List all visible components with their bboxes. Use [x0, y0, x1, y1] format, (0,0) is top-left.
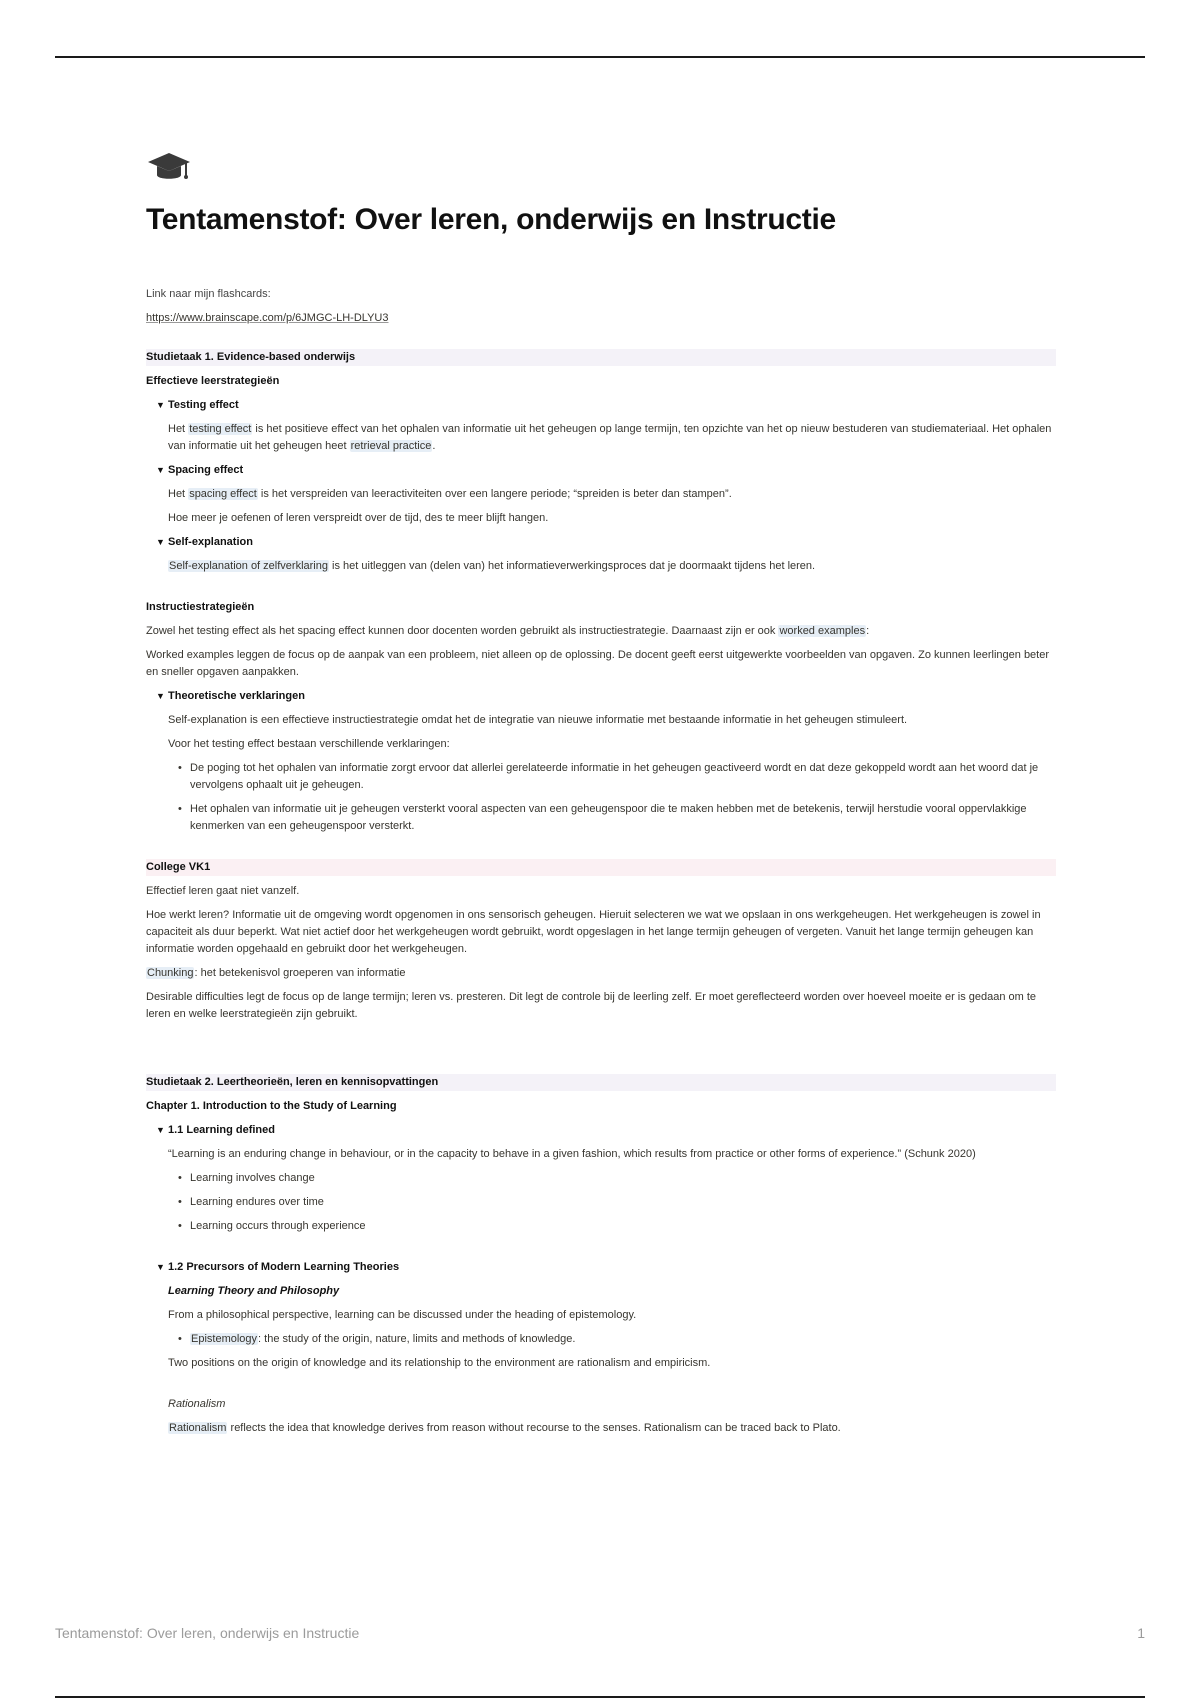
toggle-precursors[interactable] [156, 1259, 1056, 1276]
highlight-rationalism: Rationalism [169, 1422, 227, 1434]
paragraph-desirable-difficulties: Desirable difficulties legt de focus op de lange termijn; leren vs. presteren. Dit legt de controle bij de leerling zelf. Er moet gereflecteerd worden over hoeveel moeite er is gedaan om te leren en welke leerstrategieën zijn gebruikt. [146, 991, 1037, 1020]
list-item: • Epistemology: the study of the origin, nature, limits and methods of knowledge. [190, 1331, 1056, 1348]
paragraph-two-positions: Two positions on the origin of knowledge and its relationship to the environment are rationalism and empiricism. [168, 1357, 711, 1369]
graduation-cap-icon [146, 150, 192, 186]
paragraph-worked-examples: Worked examples leggen de focus op de aanpak van een probleem, niet alleen op de oplossing. De docent geeft eerst uitgewerkte voorbeelden van opgaven. Zo kunnen leerlingen beter en sneller opgaven aanpakken. [146, 649, 1050, 678]
section-heading-college-vk1: College VK1 [146, 859, 1056, 876]
footer-title: Tentamenstof: Over leren, onderwijs en Instructie [55, 1625, 360, 1641]
highlight-worked-examples: worked examples [779, 625, 866, 637]
flashcards-label: Link naar mijn flashcards: [146, 288, 271, 300]
toggle-triangle-icon[interactable]: ▼ [156, 691, 165, 701]
toggle-label: 1.1 Learning defined [168, 1124, 275, 1136]
paragraph-spacing-2: Hoe meer je oefenen of leren verspreidt over de tijd, des te meer blijft hangen. [168, 512, 549, 524]
list-item: • Learning occurs through experience [190, 1218, 1056, 1235]
page-footer [55, 1625, 1145, 1641]
subheading-leerstrategieen: Effectieve leerstrategieën [146, 375, 280, 387]
list-item: • De poging tot het ophalen van informatie zorgt ervoor dat allerlei gerelateerde informatie in het geheugen geactiveerd wordt en dat deze gekoppeld wordt aan het woord dat je vervolgens ophaalt uit je geheugen. [190, 760, 1056, 794]
document-page [146, 150, 1056, 1437]
toggle-triangle-icon[interactable]: ▼ [156, 537, 165, 547]
chapter-heading: Chapter 1. Introduction to the Study of Learning [146, 1100, 397, 1112]
subheading-learning-theory-philosophy: Learning Theory and Philosophy [168, 1285, 340, 1297]
section-heading-studietaak-1: Studietaak 1. Evidence-based onderwijs [146, 349, 1056, 366]
flashcards-link[interactable]: https://www.brainscape.com/p/6JMGC-LH-DLYU3 [146, 312, 389, 324]
toggle-theoretische-verklaringen[interactable] [156, 688, 1056, 705]
paragraph-theory-2: Voor het testing effect bestaan verschillende verklaringen: [168, 738, 450, 750]
toggle-triangle-icon[interactable]: ▼ [156, 1125, 165, 1135]
subheading-rationalism: Rationalism [168, 1398, 226, 1410]
paragraph-instructiestrategie: Zowel het testing effect als het spacing effect kunnen door docenten worden gebruikt als instructiestrategie. Daarnaast zijn er ook worked examples: [146, 625, 870, 637]
toggle-label: Theoretische verklaringen [168, 690, 305, 702]
toggle-triangle-icon[interactable]: ▼ [156, 400, 165, 410]
toggle-label: Testing effect [168, 399, 239, 411]
toggle-triangle-icon[interactable]: ▼ [156, 465, 165, 475]
epistemology-list [146, 1331, 1056, 1348]
list-item: • Learning involves change [190, 1170, 1056, 1187]
paragraph-testing-effect: Het testing effect is het positieve effect van het ophalen van informatie uit het geheugen op lange termijn, ten opzichte van het op nieuw bestuderen van studiemateriaal. Het ophalen van informatie uit het geheugen heet retrieval practice. [168, 423, 1052, 452]
paragraph-spacing-effect: Het spacing effect is het verspreiden van leeractiviteiten over een langere periode; “spreiden is beter dan stampen”. [168, 488, 732, 500]
list-item: • Learning endures over time [190, 1194, 1056, 1211]
highlight-chunking: Chunking [147, 967, 194, 979]
paragraph-chunking: Chunking: het betekenisvol groeperen van informatie [147, 967, 406, 979]
paragraph-self-explanation: Self-explanation of zelfverklaring is het uitleggen van (delen van) het informatieverwerkingsproces dat je doormaakt tijdens het leren. [169, 560, 816, 572]
paragraph-epistemology-intro: From a philosophical perspective, learning can be discussed under the heading of epistemology. [168, 1309, 637, 1321]
toggle-label: 1.2 Precursors of Modern Learning Theories [168, 1261, 400, 1273]
toggle-self-explanation[interactable] [156, 534, 1056, 551]
paragraph-vk1-1: Effectief leren gaat niet vanzelf. [146, 885, 300, 897]
paragraph-rationalism: Rationalism reflects the idea that knowledge derives from reason without recourse to the senses. Rationalism can be traced back to Plato. [169, 1422, 841, 1434]
highlight-epistemology: Epistemology [191, 1333, 258, 1345]
highlight-self-explanation: Self-explanation of zelfverklaring [169, 560, 328, 572]
section-heading-studietaak-2: Studietaak 2. Leertheorieën, leren en kennisopvattingen [146, 1074, 1056, 1091]
toggle-testing-effect[interactable] [156, 397, 1056, 414]
paragraph-theory-1: Self-explanation is een effectieve instructiestrategie omdat het de integratie van nieuwe informatie met bestaande informatie in het geheugen stimuleert. [168, 714, 908, 726]
paragraph-vk1-2: Hoe werkt leren? Informatie uit de omgeving wordt opgenomen in ons sensorisch geheugen. Hieruit selecteren we wat we opslaan in ons werkgeheugen. Het werkgeheugen is zowel in capaciteit als duur beperkt. Wat niet actief door het werkgeheugen wordt gebruikt, wordt opgeslagen in het lange termijn geheugen of vergeten. Vanuit het lange termijn geheugen kan informatie worden opgehaald en gebruikt door het werkgeheugen. [146, 909, 1041, 955]
subheading-instructiestrategieen: Instructiestrategieën [146, 601, 255, 613]
toggle-learning-defined[interactable] [156, 1122, 1056, 1139]
top-rule [55, 56, 1145, 58]
list-item: • Het ophalen van informatie uit je geheugen versterkt vooral aspecten van een geheugenspoor die te maken hebben met de betekenis, terwijl herstudie vooral oppervlakkige kenmerken van een geheugenspoor versterkt. [190, 801, 1056, 835]
highlight-retrieval-practice: retrieval practice [350, 440, 432, 452]
toggle-label: Self-explanation [168, 536, 253, 548]
theory-bullet-list [146, 760, 1056, 835]
toggle-label: Spacing effect [168, 464, 244, 476]
learning-definition-quote: “Learning is an enduring change in behaviour, or in the capacity to behave in a given fashion, which results from practice or other forms of experience.” (Schunk 2020) [168, 1148, 976, 1160]
page-title: Tentamenstof: Over leren, onderwijs en Instructie [146, 203, 836, 236]
highlight-testing-effect: testing effect [189, 423, 252, 435]
highlight-spacing-effect: spacing effect [189, 488, 257, 500]
learning-bullet-list [146, 1170, 1056, 1235]
footer-page-number: 1 [1137, 1625, 1145, 1641]
toggle-triangle-icon[interactable]: ▼ [156, 1262, 165, 1272]
toggle-spacing-effect[interactable] [156, 462, 1056, 479]
bottom-rule [55, 1696, 1145, 1698]
